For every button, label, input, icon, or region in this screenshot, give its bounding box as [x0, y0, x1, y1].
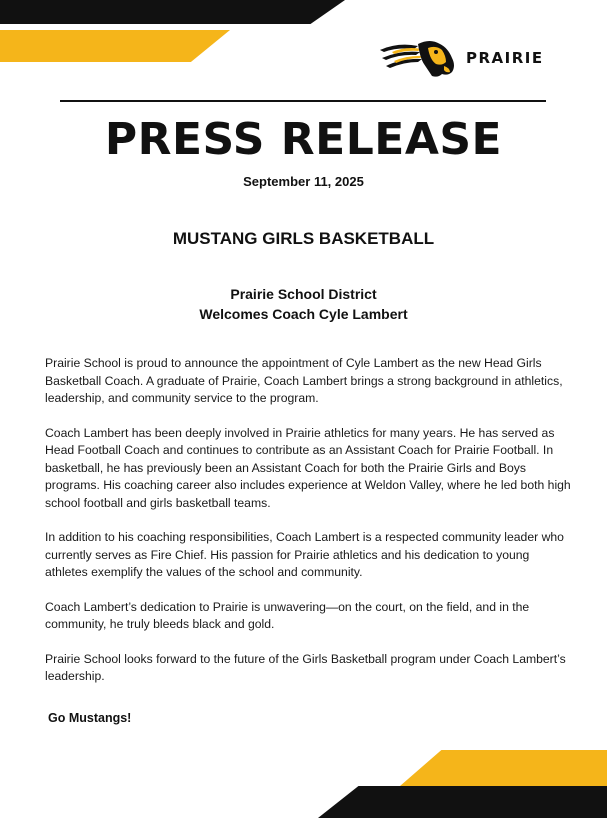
bottom-gold-stripe	[400, 750, 607, 786]
release-date: September 11, 2025	[243, 174, 364, 189]
subheadline-line-1: Prairie School District	[230, 286, 377, 302]
subheadline-line-2: Welcomes Coach Cyle Lambert	[199, 306, 408, 322]
prairie-logo	[378, 36, 548, 80]
paragraph: Prairie School is proud to announce the appointment of Cyle Lambert as the new Head Girls Basketball Coach. A graduate of Prairie, Coach Lambert brings a strong background in athletics, leadership, and community service to the program.	[45, 356, 563, 405]
mustang-head-icon	[378, 36, 460, 80]
header-divider	[60, 100, 546, 102]
signoff: Go Mustangs!	[48, 711, 132, 725]
top-gold-stripe	[0, 30, 230, 62]
headline: MUSTANG GIRLS BASKETBALL	[172, 229, 435, 248]
paragraph: Prairie School looks forward to the future of the Girls Basketball program under Coach Lambert’s leadership.	[45, 651, 566, 683]
paragraph: In addition to his coaching responsibilities, Coach Lambert is a respected community leader who currently serves as Fire Chief. His passion for Prairie athletics and his dedication to young athletes exemplify the values of the school and community.	[45, 530, 564, 579]
paragraph: Coach Lambert has been deeply involved in Prairie athletics for many years. He has served as Head Football Coach and continues to contribute as an Assistant Coach for Prairie Football. In basketball, he has previously been an Assistant Coach for both the Prairie Girls and Boys programs. His coaching career also includes experience at Weldon Valley, where he led both high school football and girls basketball teams.	[45, 425, 571, 510]
logo-text: PRAIRIE	[466, 49, 544, 67]
paragraph: Coach Lambert’s dedication to Prairie is unwavering—on the court, on the field, and in the community, he truly bleeds black and gold.	[45, 599, 530, 631]
bottom-black-stripe	[318, 786, 607, 818]
top-black-stripe	[0, 0, 345, 24]
subheadline	[0, 284, 607, 324]
page-title: PRESS RELEASE	[104, 114, 503, 165]
body-text	[45, 355, 575, 703]
